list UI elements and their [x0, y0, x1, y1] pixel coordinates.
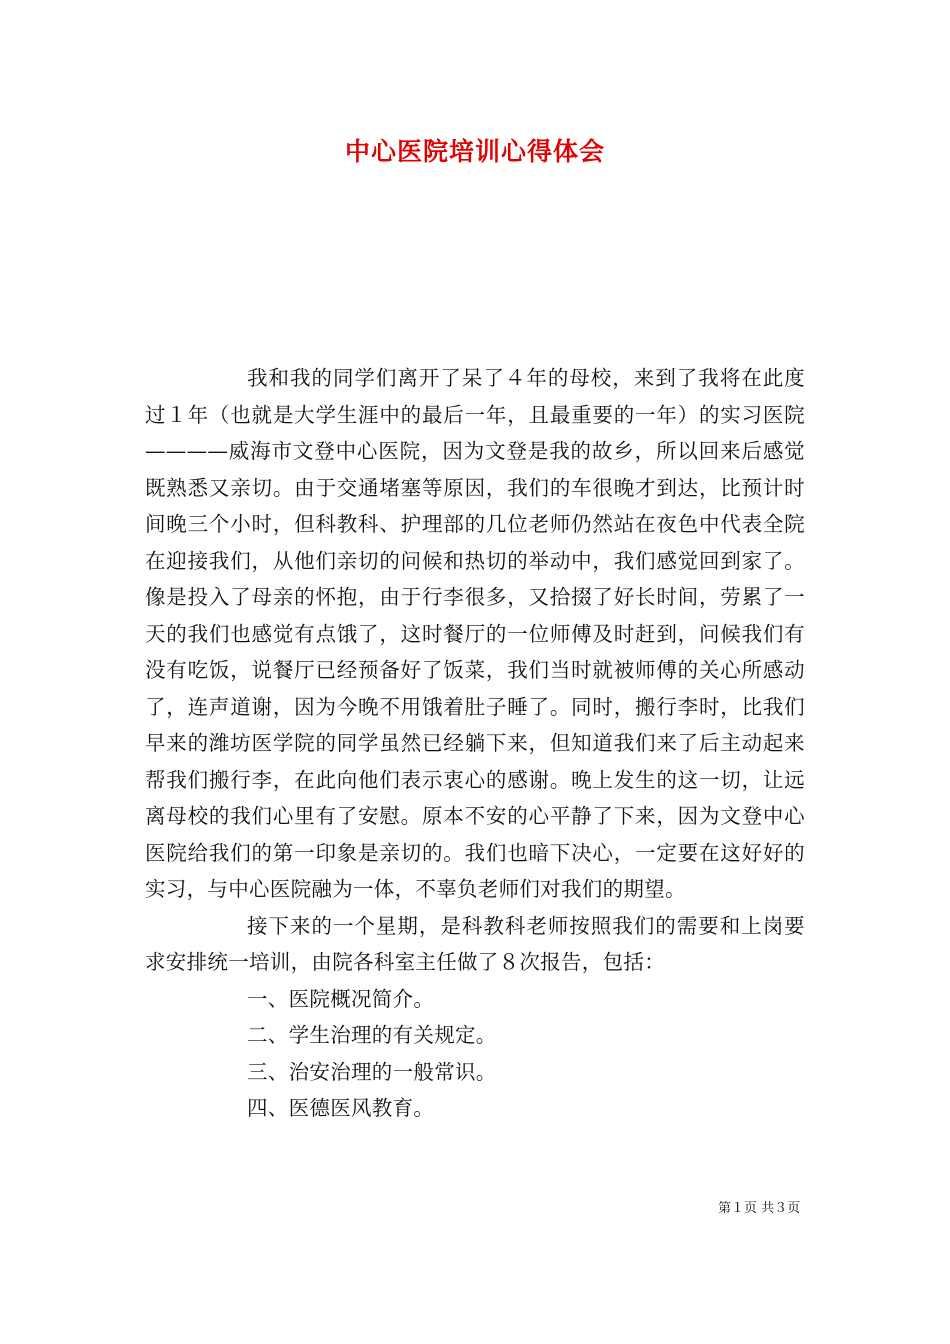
document-title: 中心医院培训心得体会: [344, 137, 605, 166]
paragraph-arrival: 我和我的同学们离开了呆了４年的母校，来到了我将在此度过１年（也就是大学生涯中的最后一年，且最重要的一年）的实习医院————威海市文登中心医院，因为文登是我的故乡，所以回来后感觉既熟悉又亲切。由于交通堵塞等原因，我们的车很晚才到达，比预计时间晚三个小时，但科教科、护理部的几位老师仍然站在夜色中代表全院在迎接我们，从他们亲切的问候和热切的举动中，我们感觉回到家了。像是投入了母亲的怀抱，由于行李很多，又拾掇了好长时间，劳累了一天的我们也感觉有点饿了，这时餐厅的一位师傅及时赶到，问候我们有没有吃饭，说餐厅已经预备好了饭菜，我们当时就被师傅的关心所感动了，连声道谢，因为今晚不用饿着肚子睡了。同时，搬行李时，比我们早来的潍坊医学院的同学虽然已经躺下来，但知道我们来了后主动起来帮我们搬行李，在此向他们表示衷心的感谢。晚上发生的这一切，让远离母校的我们心里有了安慰。原本不安的心平静了下来，因为文登中心医院给我们的第一印象是亲切的。我们也暗下决心，一定要在这好好的实习，与中心医院融为一体，不辜负老师们对我们的期望。: [145, 366, 805, 901]
page-number-footer: 第１页 共３页: [718, 1201, 801, 1216]
paragraph-training: 接下来的一个星期，是科教科老师按照我们的需要和上岗要求安排统一培训，由院各科室主任做了８次报告，包括：: [145, 913, 805, 974]
list-item-medical-ethics: 四、医德医风教育。: [247, 1096, 435, 1120]
list-item-security-knowledge: 三、治安治理的一般常识。: [247, 1059, 497, 1084]
list-item-student-rules: 二、学生治理的有关规定。: [247, 1023, 497, 1047]
list-item-hospital-overview: 一、医院概况简介。: [247, 986, 435, 1011]
document-body: [145, 360, 805, 1127]
